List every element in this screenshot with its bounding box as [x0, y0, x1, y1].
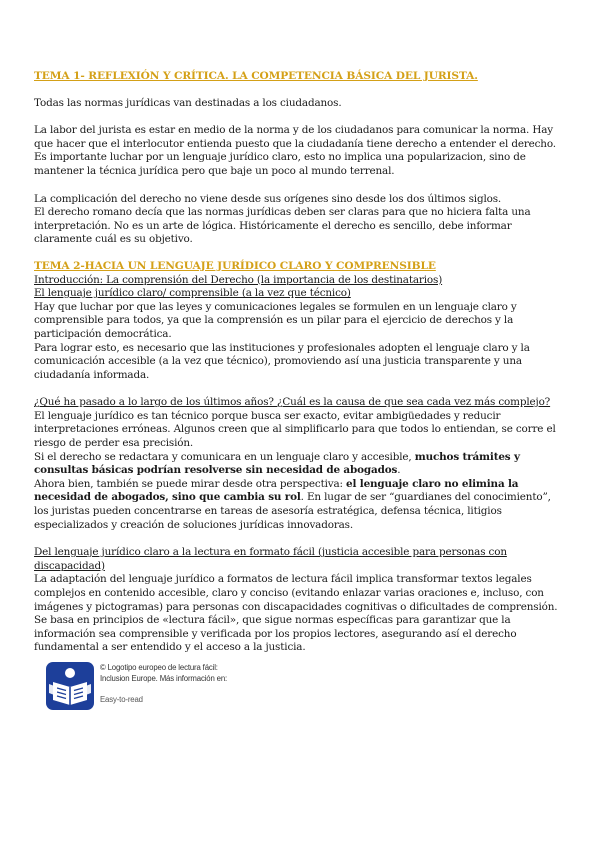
tema2-sub2-heading: ¿Qué ha pasado a lo largo de los últimos años? ¿Cuál es la causa de que sea cada vez más complejo?: [34, 396, 551, 409]
tema2-sub2-paragraph-1: El lenguaje jurídico es tan técnico porque busca ser exacto, evitar ambigüedades y reducir interpretaciones erróneas. Algunos creen que al simplificarlo para que todos lo entiendan, se corre el riesgo de perder esa precisión.: [34, 409, 556, 450]
easy-to-read-logo-icon: [46, 662, 94, 710]
tema2-sub3-paragraph-1: La adaptación del lenguaje jurídico a formatos de lectura fácil implica transformar textos legales complejos en contenido accesible, claro y conciso (evitando enlazar varias oraciones e, incluso, con imágenes y pictogramas) para personas con discapacidades cognitivas o dificultades de comprensión. Se basa en principios de «lectura fácil», que sigue normas específicas para garantizar que la información sea comprensible y verificada por los propios lectores, asegurando así el derecho fundamental a ser entendido y el acceso a la justicia.: [34, 573, 558, 654]
tema1-paragraph-1: Todas las normas jurídicas van destinadas a los ciudadanos.: [34, 96, 342, 109]
tema2-sub2-paragraph-3: [34, 478, 564, 532]
sub2-p3-text-c: . En lugar de ser “guardianes del conocimiento”, los juristas pueden concentrarse en tareas de asesoría estratégica, defensa técnica, litigios especializados y creación de soluciones jurídicas innovadoras.: [34, 491, 551, 531]
tema1-paragraph-5: El derecho romano decía que las normas jurídicas deben ser claras para que no hiciera falta una interpretación. No es un arte de lógica. Históricamente el derecho es sencillo, debe informar claramente cuál es su objetivo.: [34, 206, 531, 246]
tema2-title: TEMA 2-HACIA UN LENGUAJE JURÍDICO CLARO Y COMPRENSIBLE: [34, 259, 436, 272]
credit-line-1: © Logotipo europeo de lectura fácil:: [100, 662, 218, 672]
sub2-p3-text-a: Ahora bien, también se puede mirar desde otra perspectiva:: [34, 477, 347, 490]
logo-credit-text: [100, 662, 227, 705]
credit-line-2: Inclusion Europe. Más información en:: [100, 673, 228, 683]
tema1-paragraph-4: La complicación del derecho no viene desde sus orígenes sino desde los dos últimos siglos.: [34, 192, 502, 205]
sub2-p2-bold: muchos trámites y consultas básicas podrían resolverse sin necesidad de abogados: [34, 450, 520, 477]
tema1-title: TEMA 1- REFLEXIÓN Y CRÍTICA. LA COMPETENCIA BÁSICA DEL JURISTA.: [34, 70, 478, 82]
document-body: [34, 70, 564, 710]
easy-to-read-credit: [46, 662, 564, 710]
sub2-p2-text-a: Si el derecho se redactara y comunicara en un lenguaje claro y accesible,: [34, 450, 415, 463]
sub2-p2-text-c: .: [397, 464, 401, 477]
tema2-intro-heading: Introducción: La comprensión del Derecho (la importancia de los destinatarios): [34, 273, 443, 286]
tema1-paragraph-2: La labor del jurista es estar en medio de la norma y de los ciudadanos para comunicar la norma. Hay que hacer que el interlocutor entienda puesto que la ciudadanía tiene derecho a entender el derecho.: [34, 124, 556, 150]
easy-to-read-link[interactable]: Easy-to-read: [100, 694, 143, 704]
sub2-p3-bold: el lenguaje claro no elimina la necesidad de abogados, sino que cambia su rol: [34, 477, 519, 504]
tema2-sub3-heading: Del lenguaje jurídico claro a la lectura en formato fácil (justicia accesible para personas con discapacidad): [34, 546, 507, 572]
tema1-paragraph-3: Es importante luchar por un lenguaje jurídico claro, esto no implica una popularizacion, sino de mantener la técnica jurídica pero que baje un poco al mundo terrenal.: [34, 151, 526, 177]
tema2-sub1-heading: El lenguaje jurídico claro/ comprensible (a la vez que técnico): [34, 287, 351, 300]
tema2-sub1-paragraph-2: Para lograr esto, es necesario que las instituciones y profesionales adopten el lenguaje claro y la comunicación accesible (a la vez que técnico), promoviendo así una justicia transparente y una ciudadanía informada.: [34, 341, 530, 381]
tema2-sub1-paragraph-1: Hay que luchar por que las leyes y comunicaciones legales se formulen en un lenguaje claro y comprensible para todos, ya que la comprensión es un pilar para el ejercicio de derechos y la participación democrática.: [34, 300, 517, 340]
tema2-sub2-paragraph-2: [34, 451, 564, 478]
